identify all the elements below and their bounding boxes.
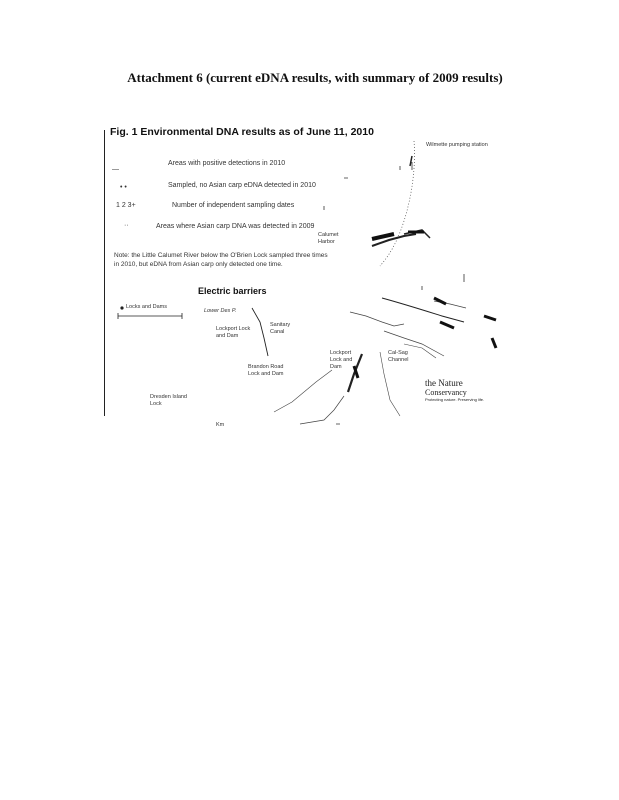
legend-positive-2010: Areas with positive detections in 2010 xyxy=(168,160,286,167)
map-label-lockport: Lockport Lock and Dam xyxy=(216,326,251,339)
legend-sampled-swatch: • • xyxy=(120,184,127,191)
figure-note: Note: the Little Calumet River below the O'Brien Lock sampled three times in 2010, but eDNA from Asian carp only detected one time. xyxy=(114,252,328,268)
map-label-scale: Km xyxy=(216,422,225,428)
figure-panel xyxy=(104,126,504,436)
map-label-dresden: Dresden Island Lock xyxy=(150,394,187,407)
map-label-locks-dams: Locks and Dams xyxy=(126,304,167,310)
map-label-wilmette: Wilmette pumping station xyxy=(426,142,488,148)
map-label-cal-sag: Cal-Sag Channel xyxy=(388,350,409,363)
figure-heading: Fig. 1 Environmental DNA results as of June 11, 2010 xyxy=(110,126,374,138)
document-title: Attachment 6 (current eDNA results, with summary of 2009 results) xyxy=(127,70,503,85)
legend-detected-2009: Areas where Asian carp DNA was detected in 2009 xyxy=(156,223,315,230)
legend-sampling-dates: Number of independent sampling dates xyxy=(172,202,295,209)
electric-barriers-title: Electric barriers xyxy=(198,286,267,296)
nature-conservancy-logo: the Nature Conservancy Protecting nature. Preserving life. xyxy=(425,378,485,402)
legend-positive-swatch: — xyxy=(112,166,119,173)
legend-sampling-marks: 1 2 3+ xyxy=(116,202,136,209)
map-label-lower-des-plaines: Lower Des P. xyxy=(204,308,237,314)
map-label-calumet-harbor: Calumet Harbor xyxy=(318,232,339,245)
map-label-sanitary-canal: Sanitary Canal xyxy=(270,322,291,335)
legend-sampled-no-detect: Sampled, no Asian carp eDNA detected in 2010 xyxy=(168,182,316,189)
map-label-barrier: Lockport Lock and Dam xyxy=(330,350,353,370)
map-label-brandon: Brandon Road Lock and Dam xyxy=(248,364,284,377)
legend-2009-swatch: ·· xyxy=(124,222,129,229)
